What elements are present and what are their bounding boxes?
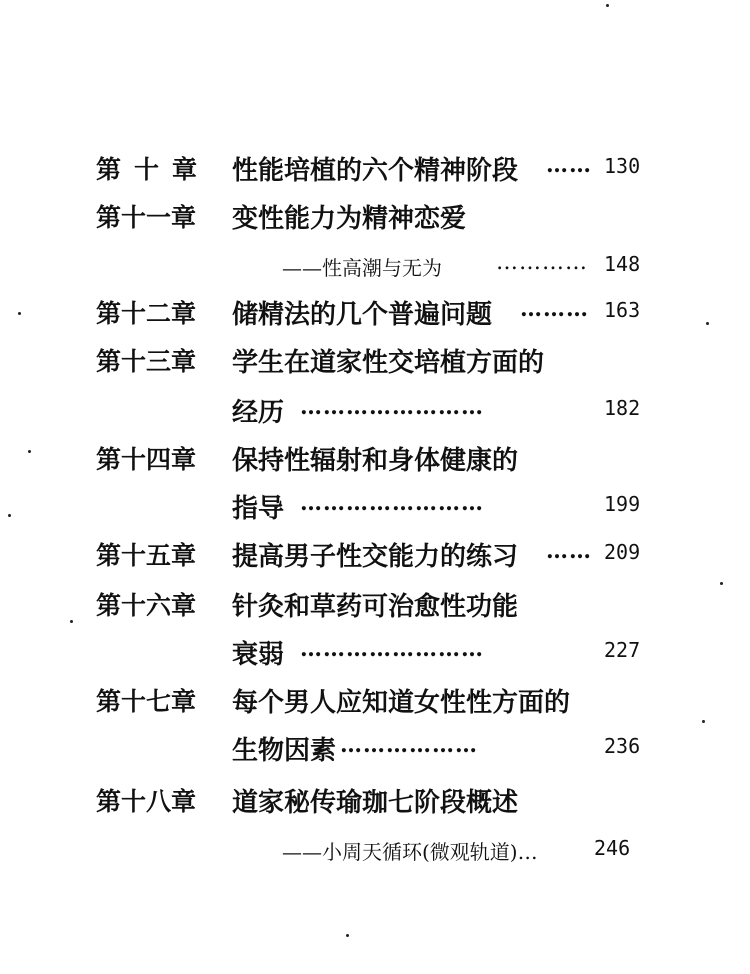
page-number: 236 xyxy=(604,734,641,758)
chapter-title-continued: 经历 xyxy=(232,398,285,428)
chapter-label: 第十四章 xyxy=(96,445,197,474)
chapter-title-continued: 指导 xyxy=(232,494,285,524)
dot-leader: …………………… xyxy=(300,636,484,662)
page-number: 163 xyxy=(604,298,641,322)
chapter-title-continued: 衰弱 xyxy=(232,640,285,670)
page-number: 130 xyxy=(604,154,641,178)
scan-speck xyxy=(28,450,31,453)
toc-entry-continuation xyxy=(0,634,750,682)
dot-leader: …………………… xyxy=(300,394,484,420)
chapter-title: 保持性辐射和身体健康的 xyxy=(232,446,519,476)
toc-entry xyxy=(0,782,750,830)
chapter-title: 针灸和草药可治愈性功能 xyxy=(232,592,519,622)
toc-entry-continuation xyxy=(0,488,750,536)
page-number: 227 xyxy=(604,638,641,662)
chapter-title: 道家秘传瑜珈七阶段概述 xyxy=(232,788,519,818)
dot-leader: …………………… xyxy=(300,490,484,516)
chapter-label: 第十五章 xyxy=(96,541,197,570)
toc-entry-continuation xyxy=(0,730,750,778)
page-number: 199 xyxy=(604,492,641,516)
dot-leader: …… xyxy=(546,152,592,178)
chapter-title: 储精法的几个普遍问题 xyxy=(232,300,493,330)
page-number: 182 xyxy=(604,396,641,420)
toc-entry-continuation xyxy=(0,392,750,440)
toc-entry-continuation xyxy=(0,832,750,880)
scan-speck xyxy=(8,514,11,517)
toc-entry xyxy=(0,342,750,390)
toc-entry xyxy=(0,294,750,342)
scan-speck xyxy=(720,582,723,585)
chapter-label: 第十一章 xyxy=(96,203,197,232)
dot-leader: ……… xyxy=(520,296,589,322)
toc-entry xyxy=(0,586,750,634)
chapter-label: 第十章 xyxy=(96,155,211,184)
scan-speck xyxy=(706,322,709,325)
chapter-title: 提高男子性交能力的练习 xyxy=(232,542,519,572)
toc-entry xyxy=(0,440,750,488)
page-number: 246 xyxy=(594,836,631,860)
page-number: 148 xyxy=(604,252,641,276)
toc-entry xyxy=(0,682,750,730)
chapter-subtitle: ——小周天循环(微观轨道)… xyxy=(282,840,538,864)
chapter-label: 第十七章 xyxy=(96,687,197,716)
chapter-label: 第十三章 xyxy=(96,347,197,376)
chapter-title: 变性能力为精神恋爱 xyxy=(232,204,467,234)
chapter-title: 性能培植的六个精神阶段 xyxy=(232,156,519,186)
chapter-label: 第十八章 xyxy=(96,787,197,816)
toc-entry xyxy=(0,198,750,246)
scan-speck xyxy=(606,4,609,7)
scan-speck xyxy=(346,934,349,937)
chapter-title: 每个男人应知道女性性方面的 xyxy=(232,688,571,718)
toc-entry-continuation xyxy=(0,248,750,296)
scan-speck xyxy=(18,312,21,315)
chapter-title: 学生在道家性交培植方面的 xyxy=(232,348,545,378)
scan-speck xyxy=(70,620,73,623)
page-number: 209 xyxy=(604,540,641,564)
chapter-label: 第十六章 xyxy=(96,591,197,620)
chapter-label: 第十二章 xyxy=(96,299,197,328)
dot-leader: ………… xyxy=(496,250,588,275)
dot-leader: ……………… xyxy=(340,732,478,758)
toc-entry xyxy=(0,536,750,584)
chapter-title-continued: 生物因素 xyxy=(232,736,337,766)
toc-entry xyxy=(0,150,750,198)
scan-speck xyxy=(702,720,705,723)
chapter-subtitle: ——性高潮与无为 xyxy=(282,256,442,280)
dot-leader: …… xyxy=(546,538,592,564)
